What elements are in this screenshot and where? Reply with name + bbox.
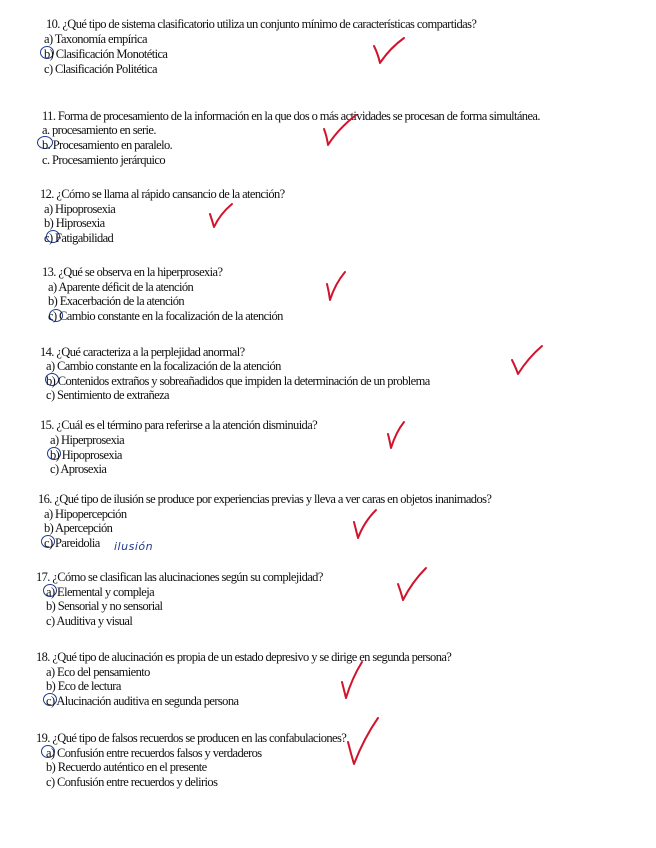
handwritten-note: ilusión bbox=[114, 540, 154, 553]
question-13-text: 13. ¿Qué se observa en la hiperprosexia? bbox=[42, 265, 223, 279]
question-19-option-b: b) Recuerdo auténtico en el presente bbox=[46, 760, 207, 774]
check-mark-icon bbox=[352, 508, 378, 540]
question-12-option-a: a) Hipoprosexia bbox=[44, 202, 116, 216]
question-17-text: 17. ¿Cómo se clasifican las alucinaciones según su complejidad? bbox=[36, 570, 323, 584]
question-12-option-c: c) Fatigabilidad bbox=[44, 231, 114, 245]
question-13-option-c: c) Cambio constante en la focalización de la atención bbox=[48, 309, 283, 323]
question-14-text: 14. ¿Qué caracteriza a la perplejidad anormal? bbox=[40, 345, 245, 359]
question-14-option-a: a) Cambio constante en la focalización de la atención bbox=[46, 359, 281, 373]
question-15-option-a: a) Hiperprosexia bbox=[50, 433, 125, 447]
question-13-option-b: b) Exacerbación de la atención bbox=[48, 294, 185, 308]
question-16-text: 16. ¿Qué tipo de ilusión se produce por experiencias previas y lleva a ver caras en objetos inanimados? bbox=[38, 492, 492, 506]
question-10-option-b: b) Clasificación Monotética bbox=[44, 47, 168, 61]
check-mark-icon bbox=[510, 344, 544, 376]
check-mark-icon bbox=[208, 202, 234, 230]
question-17-option-b: b) Sensorial y no sensorial bbox=[46, 599, 163, 613]
question-15-option-b: b) Hipoprosexia bbox=[50, 448, 122, 462]
check-mark-icon bbox=[322, 113, 358, 147]
question-13-option-a: a) Aparente déficit de la atención bbox=[48, 280, 194, 294]
question-10-option-a: a) Taxonomía empírica bbox=[44, 32, 147, 46]
question-15-text: 15. ¿Cuál es el término para referirse a la atención disminuida? bbox=[40, 418, 318, 432]
check-mark-icon bbox=[372, 36, 406, 66]
question-12-text: 12. ¿Cómo se llama al rápido cansancio de la atención? bbox=[40, 187, 285, 201]
question-11-option-b: b. Procesamiento en paralelo. bbox=[42, 138, 173, 152]
question-15-option-c: c) Aprosexia bbox=[50, 462, 107, 476]
question-17-option-c: c) Auditiva y visual bbox=[46, 614, 133, 628]
question-19-text: 19. ¿Qué tipo de falsos recuerdos se producen en las confabulaciones? bbox=[36, 731, 347, 745]
check-mark-icon bbox=[340, 660, 364, 700]
question-12-option-b: b) Hiprosexia bbox=[44, 216, 105, 230]
question-10-option-c: c) Clasificación Politética bbox=[44, 62, 157, 76]
question-14-option-c: c) Sentimiento de extrañeza bbox=[46, 388, 169, 402]
question-18-option-b: b) Eco de lectura bbox=[46, 679, 121, 693]
check-mark-icon bbox=[396, 566, 428, 602]
question-17-option-a: a) Elemental y compleja bbox=[46, 585, 155, 599]
check-mark-icon bbox=[346, 716, 380, 766]
question-16-option-a: a) Hipopercepción bbox=[44, 507, 127, 521]
question-14-option-b: b) Contenidos extraños y sobreañadidos que impiden la determinación de un problema bbox=[46, 374, 430, 388]
question-19-option-a: a) Confusión entre recuerdos falsos y verdaderos bbox=[46, 746, 262, 760]
check-mark-icon bbox=[386, 420, 406, 450]
question-16-option-c: c) Pareidolia bbox=[44, 536, 100, 550]
question-18-option-a: a) Eco del pensamiento bbox=[46, 665, 150, 679]
question-18-option-c: c) Alucinación auditiva en segunda persona bbox=[46, 694, 239, 708]
question-16-option-b: b) Apercepción bbox=[44, 521, 113, 535]
question-10-text: 10. ¿Qué tipo de sistema clasificatorio utiliza un conjunto mínimo de características compartidas? bbox=[46, 17, 477, 31]
question-18-text: 18. ¿Qué tipo de alucinación es propia de un estado depresivo y se dirige en segunda persona? bbox=[36, 650, 452, 664]
question-11-option-c: c. Procesamiento jerárquico bbox=[42, 153, 165, 167]
question-19-option-c: c) Confusión entre recuerdos y delirios bbox=[46, 775, 218, 789]
check-mark-icon bbox=[325, 270, 347, 302]
question-11-option-a: a. procesamiento en serie. bbox=[42, 123, 156, 137]
question-11-text: 11. Forma de procesamiento de la información en la que dos o más actividades se procesan de forma simultánea. bbox=[42, 109, 540, 123]
